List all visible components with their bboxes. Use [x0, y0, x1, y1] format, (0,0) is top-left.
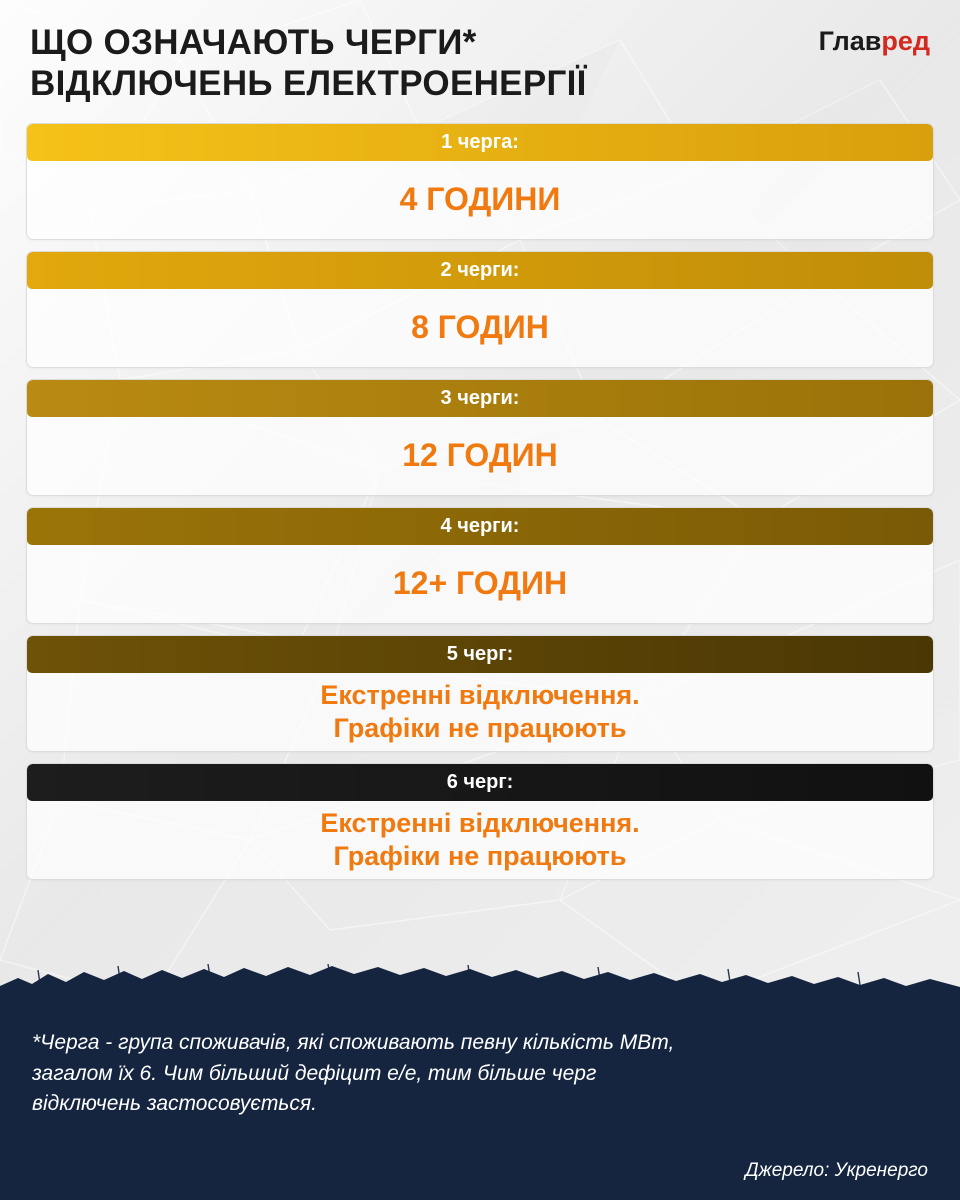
queue-card: [26, 379, 934, 496]
queue-card-header: [27, 764, 933, 801]
queue-card-value-line-1: 12+ ГОДИН: [392, 565, 568, 602]
logo-text-accent: ред: [881, 26, 930, 56]
queue-card-value-line-1: 12 ГОДИН: [402, 437, 558, 474]
queue-card-header: [27, 636, 933, 673]
queue-card-label: 4 черги:: [440, 514, 520, 537]
queue-card-header: [27, 124, 933, 161]
queue-card-label: 6 черг:: [446, 770, 514, 793]
queue-card-value-line-2: Графіки не працюють: [333, 712, 627, 743]
queue-card-header: [27, 252, 933, 289]
footer-panel: [0, 990, 960, 1200]
queue-card-value: [27, 801, 933, 879]
queue-card-label: 3 черги:: [440, 386, 520, 409]
page-title: [30, 22, 587, 105]
queue-card-value: [27, 673, 933, 751]
source-label: Джерело: Укренерго: [745, 1160, 928, 1181]
queue-card-value-line-1: Екстренні відключення.: [320, 679, 640, 710]
queue-card-value: [27, 161, 933, 239]
title-line-2: ВІДКЛЮЧЕНЬ ЕЛЕКТРОЕНЕРГІЇ: [30, 64, 587, 104]
queue-card-value-line-1: 4 ГОДИНИ: [399, 181, 561, 218]
queue-card-value: [27, 545, 933, 623]
queue-card-value-line-1: Екстренні відключення.: [320, 807, 640, 838]
queue-card-list: [26, 123, 934, 880]
footnote: [32, 1028, 928, 1120]
queue-card-value-line-2: Графіки не працюють: [333, 840, 627, 871]
queue-card-value: [27, 289, 933, 367]
queue-card: [26, 123, 934, 240]
queue-card-header: [27, 508, 933, 545]
footer-torn-edge: [0, 964, 960, 994]
header: [0, 0, 960, 105]
queue-card: [26, 635, 934, 752]
queue-card-header: [27, 380, 933, 417]
brand-logo: [819, 22, 930, 55]
title-line-1: ЩО ОЗНАЧАЮТЬ ЧЕРГИ*: [30, 23, 477, 62]
logo-text-primary: Глав: [818, 26, 882, 56]
footnote-line-2: загалом їх 6. Чим більший дефіцит е/е, тим більше черг: [32, 1061, 597, 1085]
queue-card: [26, 251, 934, 368]
queue-card-label: 5 черг:: [446, 642, 514, 665]
queue-card-value-line-1: 8 ГОДИН: [411, 309, 549, 346]
queue-card: [26, 507, 934, 624]
footnote-line-3: відключень застосовується.: [32, 1092, 317, 1116]
queue-card: [26, 763, 934, 880]
footnote-line-1: *Черга - група споживачів, які споживають певну кількість МВт,: [32, 1031, 675, 1054]
queue-card-value: [27, 417, 933, 495]
queue-card-label: 2 черги:: [440, 258, 520, 281]
queue-card-label: 1 черга:: [441, 130, 519, 153]
